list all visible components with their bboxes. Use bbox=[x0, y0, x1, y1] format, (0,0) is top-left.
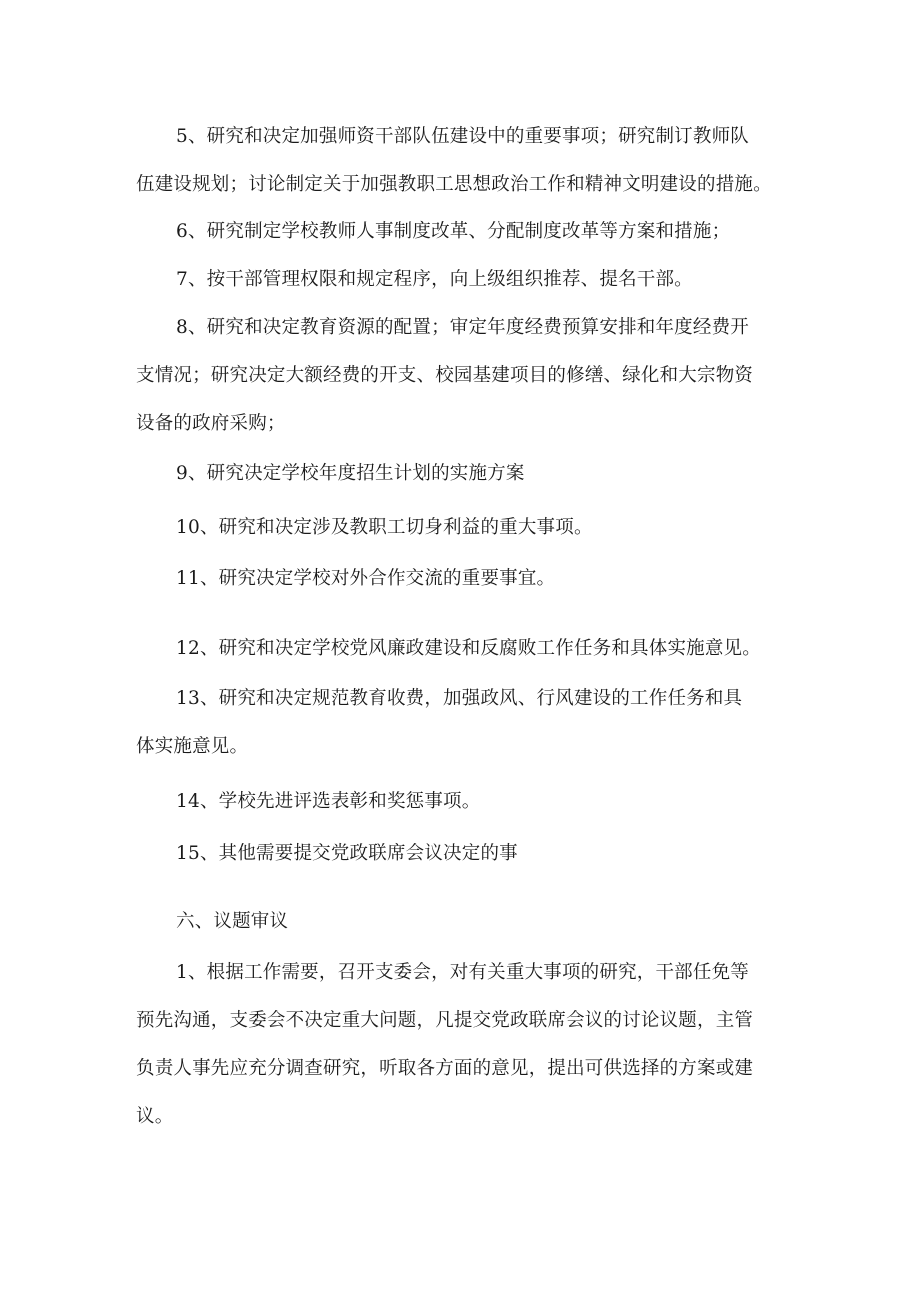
section-item-1-line-4: 议。 bbox=[136, 1106, 174, 1127]
item-5-line-2: 伍建设规划；讨论制定关于加强教职工思想政治工作和精神文明建设的措施。 bbox=[136, 174, 772, 195]
section-item-1-line-2: 预先沟通，支委会不决定重大问题，凡提交党政联席会议的讨论议题，主管 bbox=[136, 1010, 754, 1031]
item-13-line-2: 体实施意见。 bbox=[136, 736, 249, 757]
section-item-1-line-1: 1、根据工作需要，召开支委会，对有关重大事项的研究，干部任免等 bbox=[176, 962, 749, 983]
item-14: 14、学校先进评选表彰和奖惩事项。 bbox=[176, 791, 481, 812]
item-9: 9、研究决定学校年度招生计划的实施方案 bbox=[176, 463, 525, 484]
item-15: 15、其他需要提交党政联席会议决定的事 bbox=[176, 843, 518, 864]
item-13-line-1: 13、研究和决定规范教育收费，加强政风、行风建设的工作任务和具 bbox=[176, 688, 743, 709]
item-8-line-1: 8、研究和决定教育资源的配置；审定年度经费预算安排和年度经费开 bbox=[176, 317, 749, 338]
section-heading: 六、议题审议 bbox=[176, 911, 289, 932]
item-6: 6、研究制定学校教师人事制度改革、分配制度改革等方案和措施； bbox=[176, 221, 731, 242]
item-8-line-3: 设备的政府采购； bbox=[136, 413, 286, 434]
item-8-line-2: 支情况；研究决定大额经费的开支、校园基建项目的修缮、绿化和大宗物资 bbox=[136, 365, 754, 386]
item-7: 7、按干部管理权限和规定程序，向上级组织推荐、提名干部。 bbox=[176, 269, 693, 290]
item-12: 12、研究和决定学校党风廉政建设和反腐败工作任务和具体实施意见。 bbox=[176, 638, 761, 659]
item-10: 10、研究和决定涉及教职工切身利益的重大事项。 bbox=[176, 517, 593, 538]
item-11: 11、研究决定学校对外合作交流的重要事宜。 bbox=[176, 568, 556, 589]
section-item-1-line-3: 负责人事先应充分调查研究，听取各方面的意见，提出可供选择的方案或建 bbox=[136, 1058, 754, 1079]
item-5-line-1: 5、研究和决定加强师资干部队伍建设中的重要事项；研究制订教师队 bbox=[176, 126, 749, 147]
